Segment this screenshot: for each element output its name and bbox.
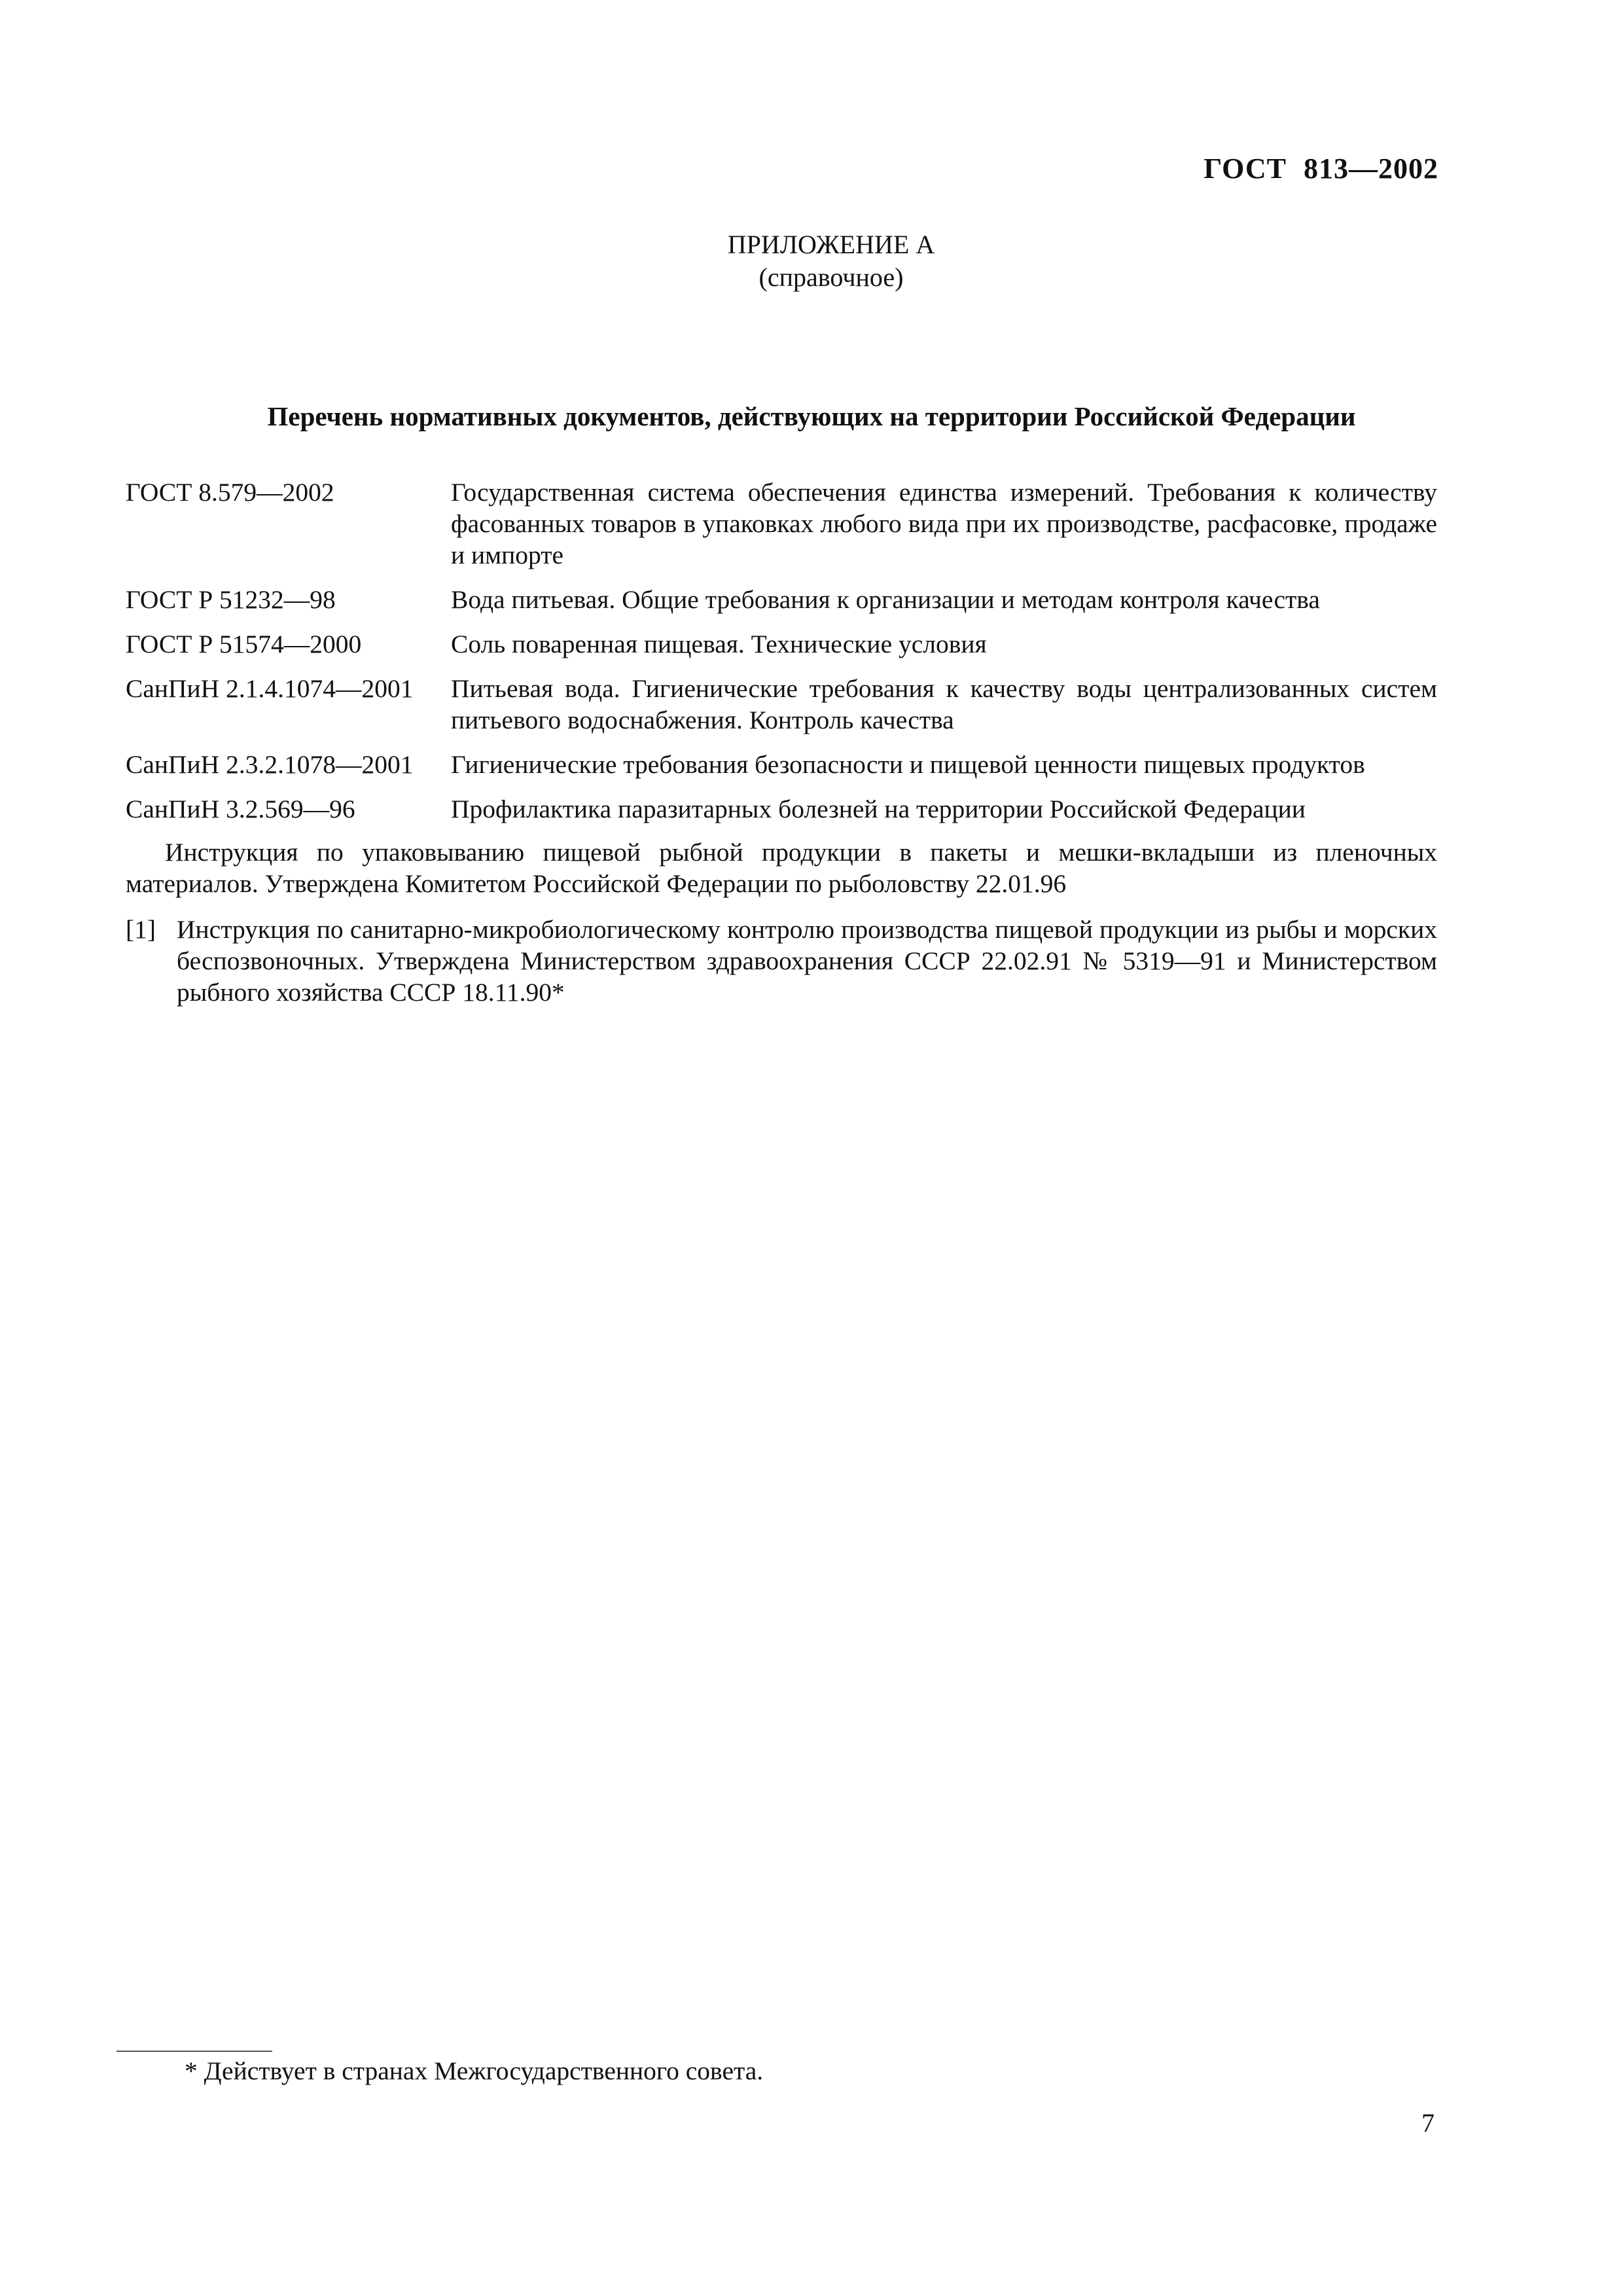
- footnote: * Действует в странах Межгосударственного совета.: [185, 2056, 764, 2085]
- reference-row: [126, 584, 1437, 615]
- reference-code: СанПиН 2.3.2.1078—2001: [126, 750, 414, 779]
- reference-row: [126, 476, 1437, 571]
- reference-code: СанПиН 2.1.4.1074—2001: [126, 674, 414, 703]
- bibliography-text: Инструкция по санитарно-микробиологическому контролю производства пищевой продукции из рыбы и морских беспозвоночных. Утверждена Министерством здравоохранения СССР 22.02.91 № 5319—91 и Министерством рыбного хозяйства СССР 18.11.90*: [177, 915, 1437, 1007]
- reference-title: Государственная система обеспечения единства измерений. Требования к количеству фасованных товаров в упаковках любого вида при их производстве, расфасовке, продаже и импорте: [451, 478, 1437, 569]
- reference-title: Соль поваренная пищевая. Технические условия: [451, 630, 987, 658]
- list-title: Перечень нормативных документов, действующих на территории Российской Федерации: [267, 401, 1356, 431]
- reference-row: [126, 673, 1437, 736]
- appendix-title: ПРИЛОЖЕНИЕ А: [727, 230, 935, 259]
- reference-title: Профилактика паразитарных болезней на территории Российской Федерации: [451, 795, 1306, 823]
- bibliography-number: [1]: [126, 915, 156, 944]
- reference-code: СанПиН 3.2.569—96: [126, 795, 355, 823]
- reference-title: Гигиенические требования безопасности и пищевой ценности пищевых продуктов: [451, 750, 1365, 779]
- reference-code: ГОСТ Р 51232—98: [126, 585, 336, 614]
- reference-title: Вода питьевая. Общие требования к организации и методам контроля качества: [451, 585, 1320, 614]
- document-code-header: ГОСТ 813—2002: [1204, 152, 1438, 185]
- reference-row: [126, 628, 1437, 660]
- footnote-divider: [116, 2051, 272, 2052]
- reference-code: ГОСТ Р 51574—2000: [126, 630, 362, 658]
- appendix-note: (справочное): [758, 262, 904, 292]
- references-list: [126, 476, 1437, 1008]
- reference-row: [126, 749, 1437, 780]
- reference-row: [126, 793, 1437, 825]
- instruction-paragraph: Инструкция по упаковыванию пищевой рыбной продукции в пакеты и мешки-вкладыши из пленочных материалов. Утверждена Комитетом Российской Федерации по рыболовству 22.01.96: [126, 838, 1437, 898]
- page-number: 7: [1421, 2108, 1435, 2138]
- bibliography-entry: [126, 914, 1437, 1008]
- reference-title: Питьевая вода. Гигиенические требования к качеству воды централизованных систем питьевого водоснабжения. Контроль качества: [451, 674, 1437, 734]
- reference-code: ГОСТ 8.579—2002: [126, 478, 334, 507]
